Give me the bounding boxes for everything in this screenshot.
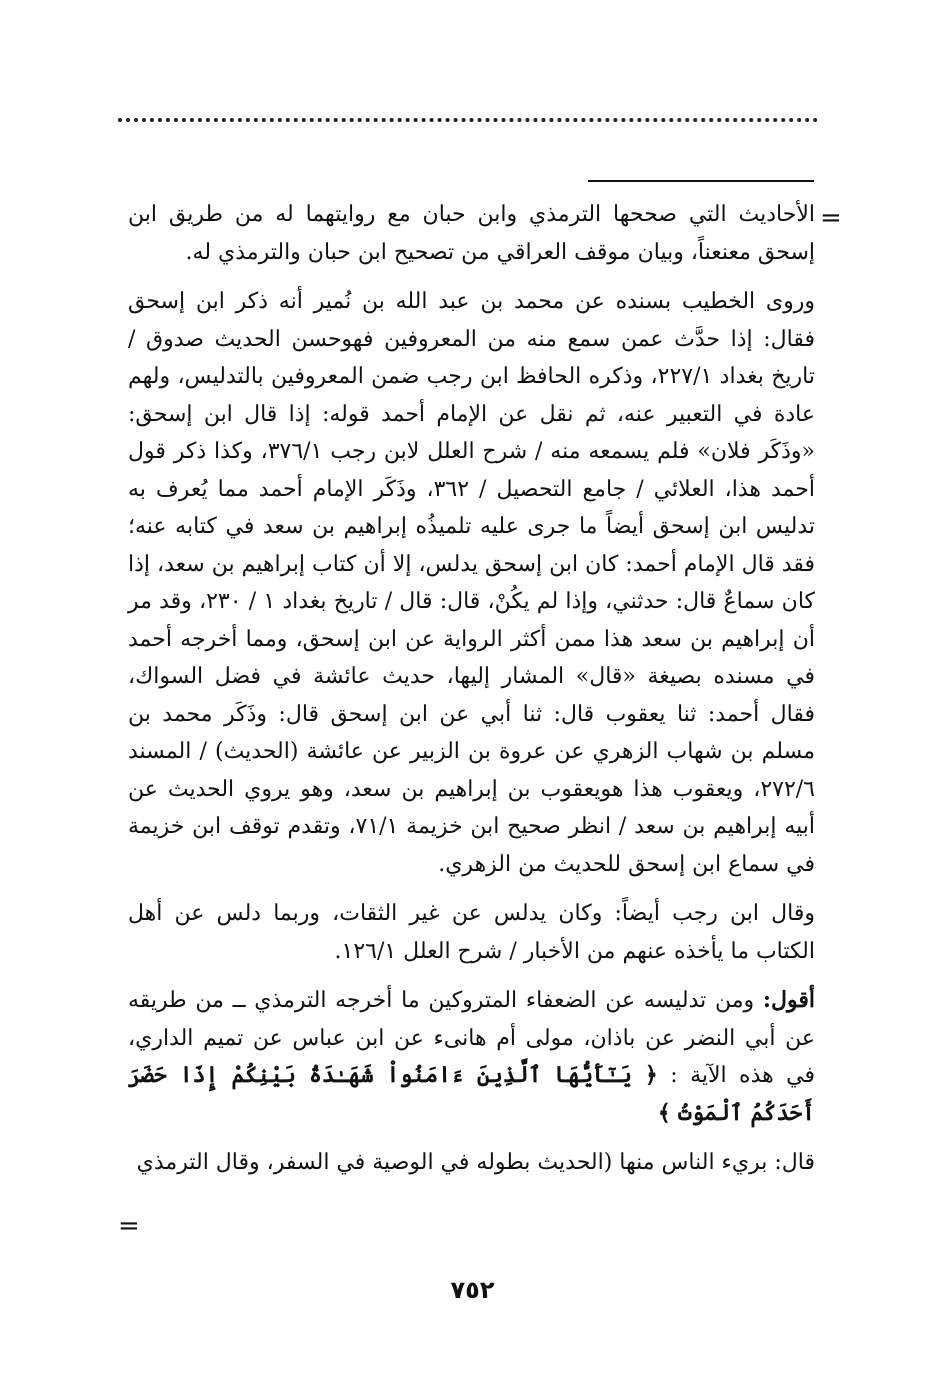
paragraph-5 — [128, 1144, 815, 1182]
paragraph-2 — [128, 283, 815, 883]
paragraph-5-text: قال: بريء الناس منها (الحديث بطوله في الوصية في السفر، وقال الترمذي — [136, 1150, 815, 1175]
paragraph-4-text: ومن تدليسه عن الضعفاء المتروكين ما أخرجه الترمذي ــ من طريقه عن أبي النضر عن باذان، مولى أم هانىء عن ابن عباس عن تميم الداري، في هذه الآية : — [128, 988, 816, 1088]
footnote-text — [128, 196, 815, 1182]
paragraph-1-text: الأحاديث التي صححها الترمذي وابن حبان مع روايتهما له من طريق ابن إسحق معنعناً، وبيان موقف العراقي من تصحيح ابن حبان والترمذي له. — [128, 202, 815, 265]
continuation-mark-top: = — [820, 203, 842, 233]
paragraph-4 — [128, 982, 815, 1132]
dotted-separator — [118, 118, 818, 130]
paragraph-4-lead: أقول: — [762, 987, 815, 1013]
paragraph-2-text: وروى الخطيب بسنده عن محمد بن عبد الله بن نُمير أنه ذكر ابن إسحق فقال: إذا حدَّث عمن سمع منه من المعروفين فهوحسن الحديث صدوق / تاريخ بغداد ٢٢٧/١، وذكره الحافظ ابن رجب ضمن المعروفين بالتدليس، ولهم عادة في التعبير عنه، ثم نقل عن الإمام أحمد قوله: إذا قال ابن إسحق: «وذَكَر فلان» فلم يسمعه منه / شرح العلل لابن رجب ٣٧٦/١، وكذا ذكر قول أحمد هذا، العلائي / جامع التحصيل / ٣٦٢، وذَكَر الإمام أحمد مما يُعرف به تدليس ابن إسحق أيضاً ما جرى عليه تلميذُه إبراهيم بن سعد في كتابه عنه؛ فقد قال الإمام أحمد: كان ابن إسحق يدلس، إلا أن كتاب إبراهيم بن سعد، إذا كان سماعٌ قال: حدثني، وإذا لم يكُنْ، قال: قال / تاريخ بغداد ١ / ٢٣٠، وقد مر أن إبراهيم بن سعد هذا ممن أكثر الرواية عن ابن إسحق، ومما أخرجه أحمد في مسنده بصيغة «قال» المشار إليها، حديث عائشة في فضل السواك، فقال أحمد: ثنا يعقوب قال: ثنا أبي عن ابن إسحق قال: وذَكَر محمد بن مسلم بن شهاب الزهري عن عروة بن الزبير عن عائشة (الحديث) / المسند ٢٧٢/٦، ويعقوب هذا هويعقوب بن إبراهيم بن سعد، وهو يروي الحديث عن أبيه إبراهيم بن سعد / انظر صحيح ابن خزيمة ٧١/١، وتقدم توقف ابن خزيمة في سماع ابن إسحق للحديث من الزهري. — [128, 289, 815, 877]
footnote-rule — [588, 180, 814, 182]
quran-verse: ﴿ يَـٰٓأَيُّهَا ٱلَّذِينَ ءَامَنُواْ شَهَـٰدَةُ بَيْنِكُمْ إِذَا حَضَرَ أَحَدَكُمُ ٱلْمَوْتُ ﴾ — [128, 1062, 815, 1126]
page-number: ٧٥٢ — [450, 1276, 495, 1304]
paragraph-1 — [128, 196, 815, 271]
continuation-mark-bottom: = — [118, 1211, 140, 1241]
paragraph-3 — [128, 895, 815, 970]
paragraph-3-text: وقال ابن رجب أيضاً: وكان يدلس عن غير الثقات، وربما دلس عن أهل الكتاب ما يأخذه عنهم من الأخبار / شرح العلل ١٢٦/١. — [128, 901, 815, 964]
